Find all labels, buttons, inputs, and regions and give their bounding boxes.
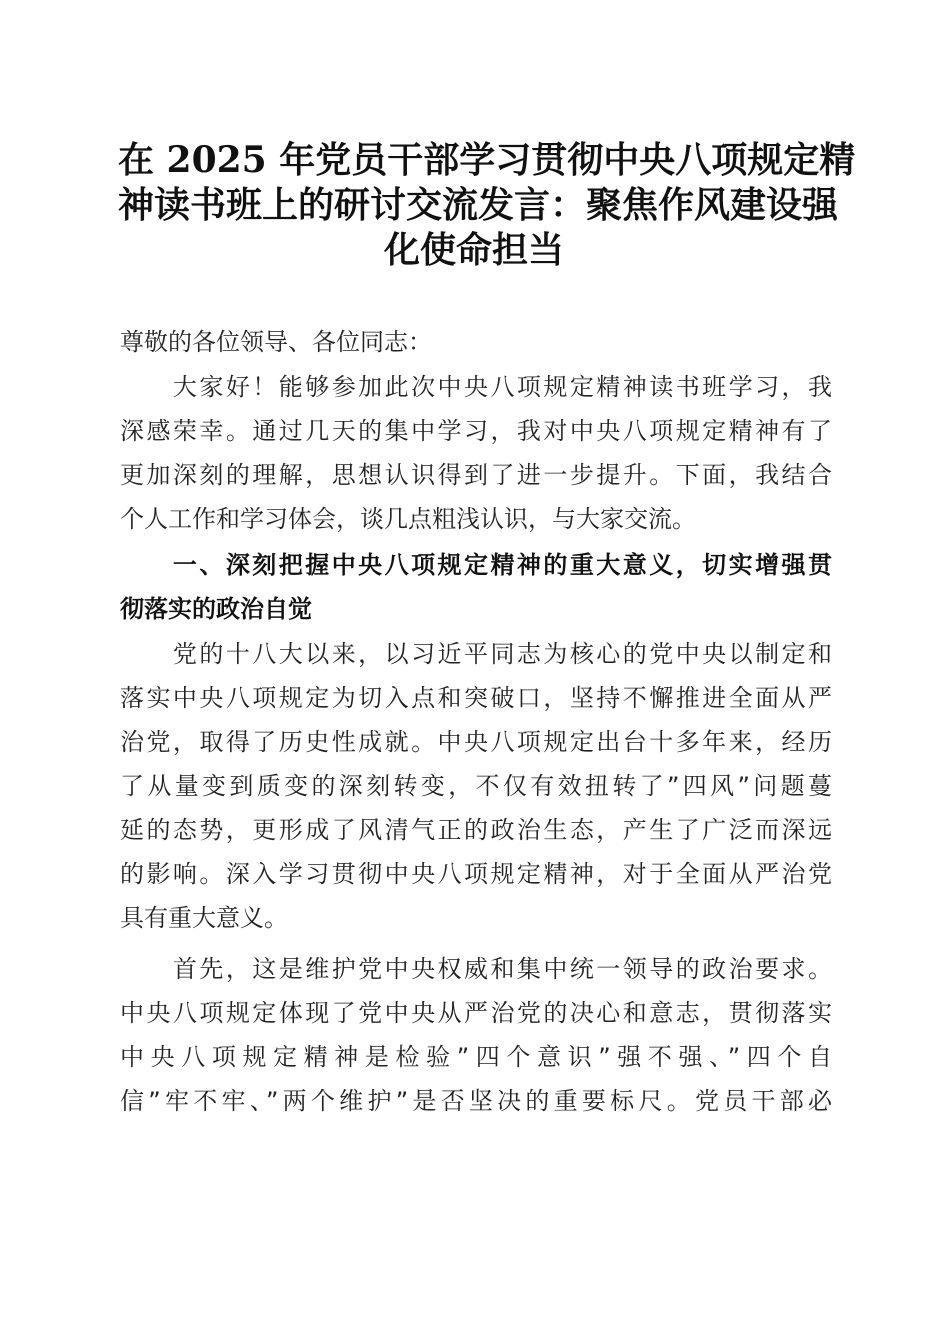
paragraph-line: 具有重大意义。 <box>120 904 288 932</box>
document-title <box>118 138 856 273</box>
paragraph-line: 更加深刻的理解，思想认识得到了进一步提升。下面，我结合 <box>120 461 832 489</box>
title-line: 化使命担当 <box>383 229 564 271</box>
paragraph-line: 中央八项规定精神是检验”四个意识”强不强、”四个自 <box>120 1043 832 1071</box>
heading-line: 一、深刻把握中央八项规定精神的重大意义，切实增强贯 <box>120 551 832 579</box>
paragraph-line: 的影响。深入学习贯彻中央八项规定精神，对于全面从严治党 <box>120 860 832 888</box>
paragraph-line: 治党，取得了历史性成就。中央八项规定出台十多年来，经历 <box>120 728 832 756</box>
salutation <box>120 320 832 364</box>
paragraph-line: 大家好！能够参加此次中央八项规定精神读书班学习，我 <box>120 373 832 401</box>
paragraph-line: 个人工作和学习体会，谈几点粗浅认识，与大家交流。 <box>120 505 696 533</box>
paragraph-line: 中央八项规定体现了党中央从严治党的决心和意志，贯彻落实 <box>120 999 832 1027</box>
paragraph-line: 信”牢不牢、”两个维护”是否坚决的重要标尺。党员干部必 <box>120 1087 832 1115</box>
paragraph-significance <box>120 632 832 940</box>
paragraph-opening <box>120 365 832 541</box>
heading-line: 彻落实的政治自觉 <box>120 595 312 623</box>
paragraph-line: 深感荣幸。通过几天的集中学习，我对中央八项规定精神有了 <box>120 417 832 445</box>
paragraph-line: 了从量变到质变的深刻转变，不仅有效扭转了”四风”问题蔓 <box>120 772 832 800</box>
title-line: 在 2025 年党员干部学习贯彻中央八项规定精 <box>118 139 856 181</box>
section-heading-1 <box>120 543 832 631</box>
paragraph-line: 延的态势，更形成了风清气正的政治生态，产生了广泛而深远 <box>120 816 832 844</box>
title-line: 神读书班上的研讨交流发言：聚焦作风建设强 <box>118 184 839 226</box>
paragraph-line: 落实中央八项规定为切入点和突破口，坚持不懈推进全面从严 <box>120 684 832 712</box>
paragraph-line: 首先，这是维护党中央权威和集中统一领导的政治要求。 <box>120 955 832 983</box>
salutation-line: 尊敬的各位领导、各位同志： <box>120 328 432 356</box>
paragraph-first-point <box>120 947 832 1123</box>
paragraph-line: 党的十八大以来，以习近平同志为核心的党中央以制定和 <box>120 640 832 668</box>
